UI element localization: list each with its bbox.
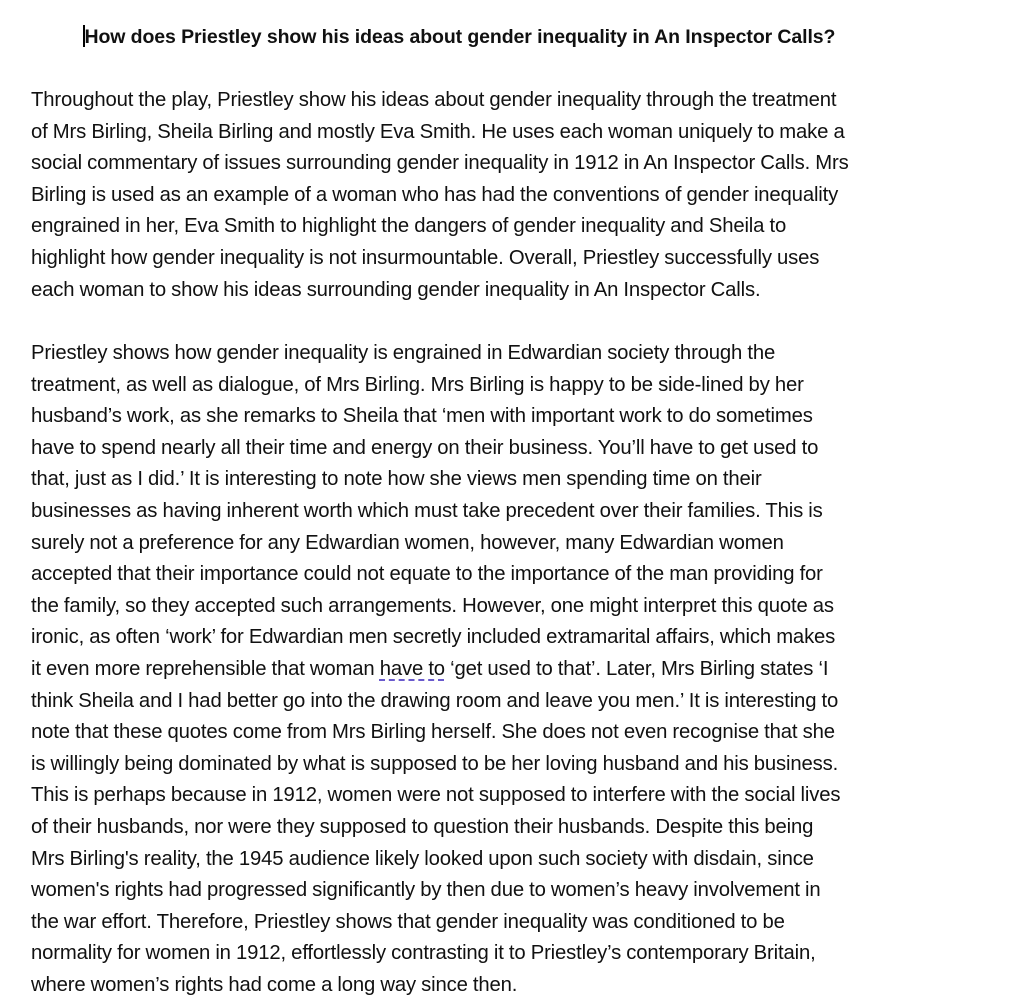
- text-line: Priestley shows how gender inequality is engrained in Edwardian society through the: [31, 342, 776, 364]
- text-line: highlight how gender inequality is not insurmountable. Overall, Priestley successfully uses: [31, 246, 820, 269]
- text-line: businesses as having inherent worth which must take precedent over their families. This is: [31, 499, 823, 522]
- text-line: the family, so they accepted such arrangements. However, one might interpret this quote as: [31, 594, 834, 617]
- text-segment: it even more reprehensible that woman: [31, 657, 380, 680]
- text-line: where women’s rights had come a long way since then.: [31, 973, 518, 996]
- text-line: Mrs Birling's reality, the 1945 audience likely looked upon such society with disdain, since: [31, 847, 814, 870]
- text-line: of Mrs Birling, Sheila Birling and mostly Eva Smith. He uses each woman uniquely to make a: [31, 120, 845, 143]
- text-line: is willingly being dominated by what is supposed to be her loving husband and his business.: [31, 752, 839, 775]
- text-line: ironic, as often ‘work’ for Edwardian men secretly included extramarital affairs, which makes: [31, 626, 836, 649]
- text-line: social commentary of issues surrounding gender inequality in 1912 in An Inspector Calls. Mrs: [31, 152, 849, 175]
- text-line: think Sheila and I had better go into the drawing room and leave you men.’ It is interesting to: [31, 689, 839, 712]
- text-line: of their husbands, nor were they supposed to question their husbands. Despite this being: [31, 815, 814, 838]
- text-line: This is perhaps because in 1912, women were not supposed to interfere with the social lives: [31, 784, 841, 807]
- text-line: Throughout the play, Priestley show his ideas about gender inequality through the treatment: [31, 89, 837, 111]
- text-line: normality for women in 1912, effortlessly contrasting it to Priestley’s contemporary Britain,: [31, 942, 816, 965]
- document-title-text: How does Priestley show his ideas about gender inequality in An Inspector Calls?: [84, 26, 836, 48]
- text-line: engrained in her, Eva Smith to highlight the dangers of gender inequality and Sheila to: [31, 215, 787, 238]
- text-line: have to spend nearly all their time and energy on their business. You’ll have to get used to: [31, 436, 819, 459]
- grammar-suggestion-underline[interactable]: have to: [379, 657, 445, 680]
- text-line: women's rights had progressed significantly by then due to women’s heavy involvement in: [31, 879, 821, 902]
- text-line: husband’s work, as she remarks to Sheila that ‘men with important work to do sometimes: [31, 405, 813, 428]
- paragraph-mrs-birling[interactable]: [31, 338, 840, 1001]
- text-line-with-grammar-flag: [31, 654, 840, 686]
- text-line: surely not a preference for any Edwardian women, however, many Edwardian women: [31, 531, 784, 554]
- document-title[interactable]: [83, 22, 835, 52]
- text-line: the war effort. Therefore, Priestley shows that gender inequality was conditioned to be: [31, 910, 785, 933]
- text-line: treatment, as well as dialogue, of Mrs Birling. Mrs Birling is happy to be side-lined by her: [31, 373, 804, 396]
- text-line: that, just as I did.’ It is interesting to note how she views men spending time on their: [31, 468, 762, 491]
- text-line: note that these quotes come from Mrs Birling herself. She does not even recognise that she: [31, 721, 835, 744]
- text-line: each woman to show his ideas surrounding gender inequality in An Inspector Calls.: [31, 278, 761, 301]
- paragraph-introduction[interactable]: [31, 85, 849, 306]
- text-segment: ‘get used to that’. Later, Mrs Birling states ‘I: [444, 657, 829, 680]
- text-line: Birling is used as an example of a woman who has had the conventions of gender inequality: [31, 183, 839, 206]
- text-line: accepted that their importance could not equate to the importance of the man providing for: [31, 563, 823, 586]
